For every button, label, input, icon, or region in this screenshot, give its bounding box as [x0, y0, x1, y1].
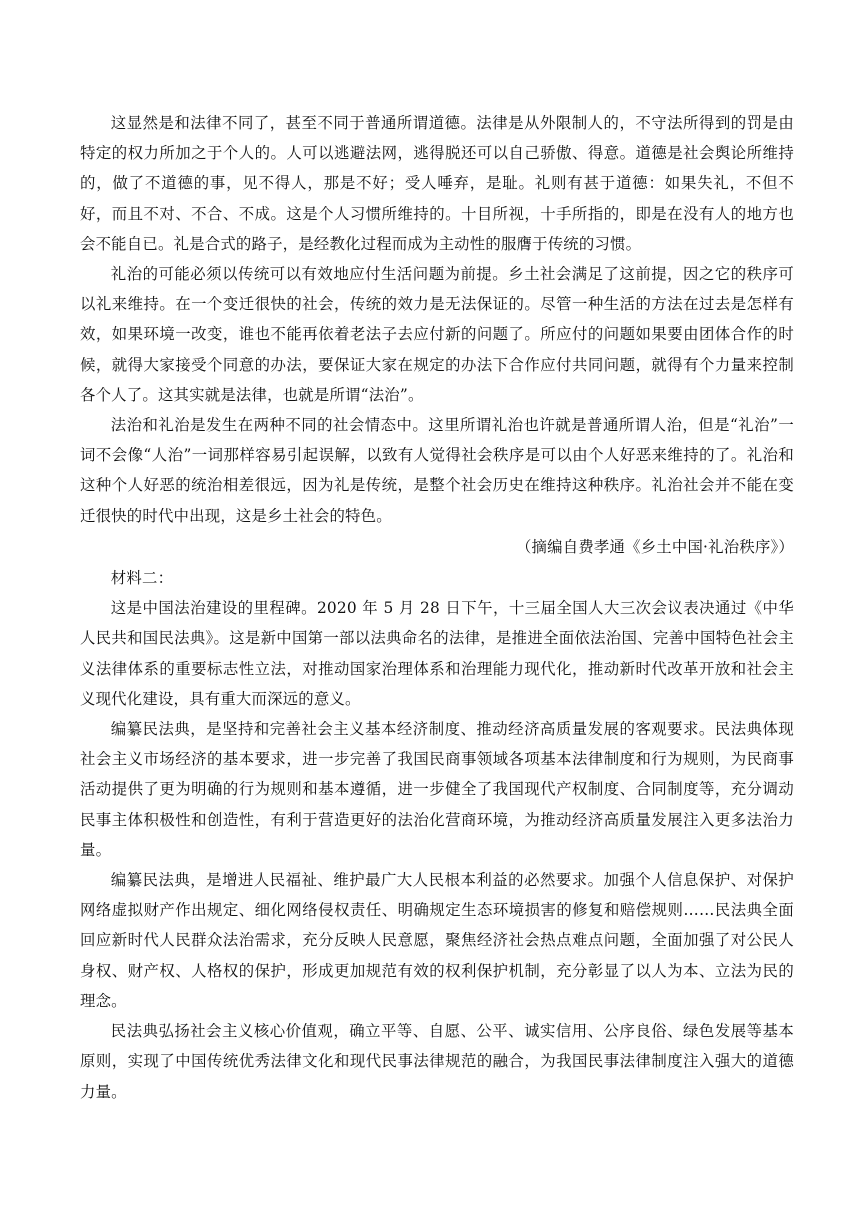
source-citation: （摘编自费孝通《乡土中国·礼治秩序》） [515, 537, 794, 556]
paragraph-7: 民法典弘扬社会主义核心价值观，确立平等、自愿、公平、诚实信用、公序良俗、绿色发展等基本原则，实现了中国传统优秀法律文化和现代民事法律规范的融合，为我国民事法律制度注入强大的道德力量。 [80, 1022, 794, 1101]
paragraph-6: 编纂民法典，是增进人民福祉、维护最广大人民根本利益的必然要求。加强个人信息保护、对保护网络虚拟财产作出规定、细化网络侵权责任、明确规定生态环境损害的修复和赔偿规则……民法典全面回应新时代人民群众法治需求，充分反映人民意愿，聚焦经济社会热点难点问题，全面加强了对公民人身权、财产权、人格权的保护，形成更加规范有效的权利保护机制，充分彰显了以人为本、立法为民的理念。 [80, 871, 794, 1010]
material-two-label: 材料二： [110, 569, 174, 588]
paragraph-2: 礼治的可能必须以传统可以有效地应付生活问题为前提。乡土社会满足了这前提，因之它的秩序可以礼来维持。在一个变迁很快的社会，传统的效力是无法保证的。尽管一种生活的方法在过去是怎样有效，如果环境一改变，谁也不能再依着老法子去应付新的问题了。所应付的问题如果要由团体合作的时候，就得大家接受个同意的办法，要保证大家在规定的办法下合作应付共同问题，就得有个力量来控制各个人了。这其实就是法律，也就是所谓“法治”。 [80, 265, 794, 404]
paragraph-3: 法治和礼治是发生在两种不同的社会情态中。这里所谓礼治也许就是普通所谓人治，但是“礼治”一词不会像“人治”一词那样容易引起误解，以致有人觉得社会秩序是可以由个人好恶来维持的了。礼治和这种个人好恶的统治相差很远，因为礼是传统，是整个社会历史在维持这种秩序。礼治社会并不能在变迁很快的时代中出现，这是乡土社会的特色。 [80, 416, 794, 525]
paragraph-4: 这是中国法治建设的里程碑。2020 年 5 月 28 日下午，十三届全国人大三次会议表决通过《中华人民共和国民法典》。这是新中国第一部以法典命名的法律，是推进全面依法治国、完善中国特色社会主义法律体系的重要标志性立法，对推动国家治理体系和治理能力现代化，推动新时代改革开放和社会主义现代化建设，具有重大而深远的意义。 [80, 599, 794, 708]
paragraph-5: 编纂民法典，是坚持和完善社会主义基本经济制度、推动经济高质量发展的客观要求。民法典体现社会主义市场经济的基本要求，进一步完善了我国民商事领域各项基本法律制度和行为规则，为民商事活动提供了更为明确的行为规则和基本遵循，进一步健全了我国现代产权制度、合同制度等，充分调动民事主体积极性和创造性，有利于营造更好的法治化营商环境，为推动经济高质量发展注入更多法治力量。 [80, 720, 794, 859]
paragraph-1: 这显然是和法律不同了，甚至不同于普通所谓道德。法律是从外限制人的，不守法所得到的罚是由特定的权力所加之于个人的。人可以逃避法网，逃得脱还可以自己骄傲、得意。道德是社会舆论所维持的，做了不道德的事，见不得人，那是不好；受人唾弃，是耻。礼则有甚于道德：如果失礼，不但不好，而且不对、不合、不成。这是个人习惯所维持的。十目所视，十手所指的，即是在没有人的地方也会不能自已。礼是合式的路子，是经教化过程而成为主动性的服膺于传统的习惯。 [80, 114, 794, 253]
document-body [80, 108, 794, 1107]
